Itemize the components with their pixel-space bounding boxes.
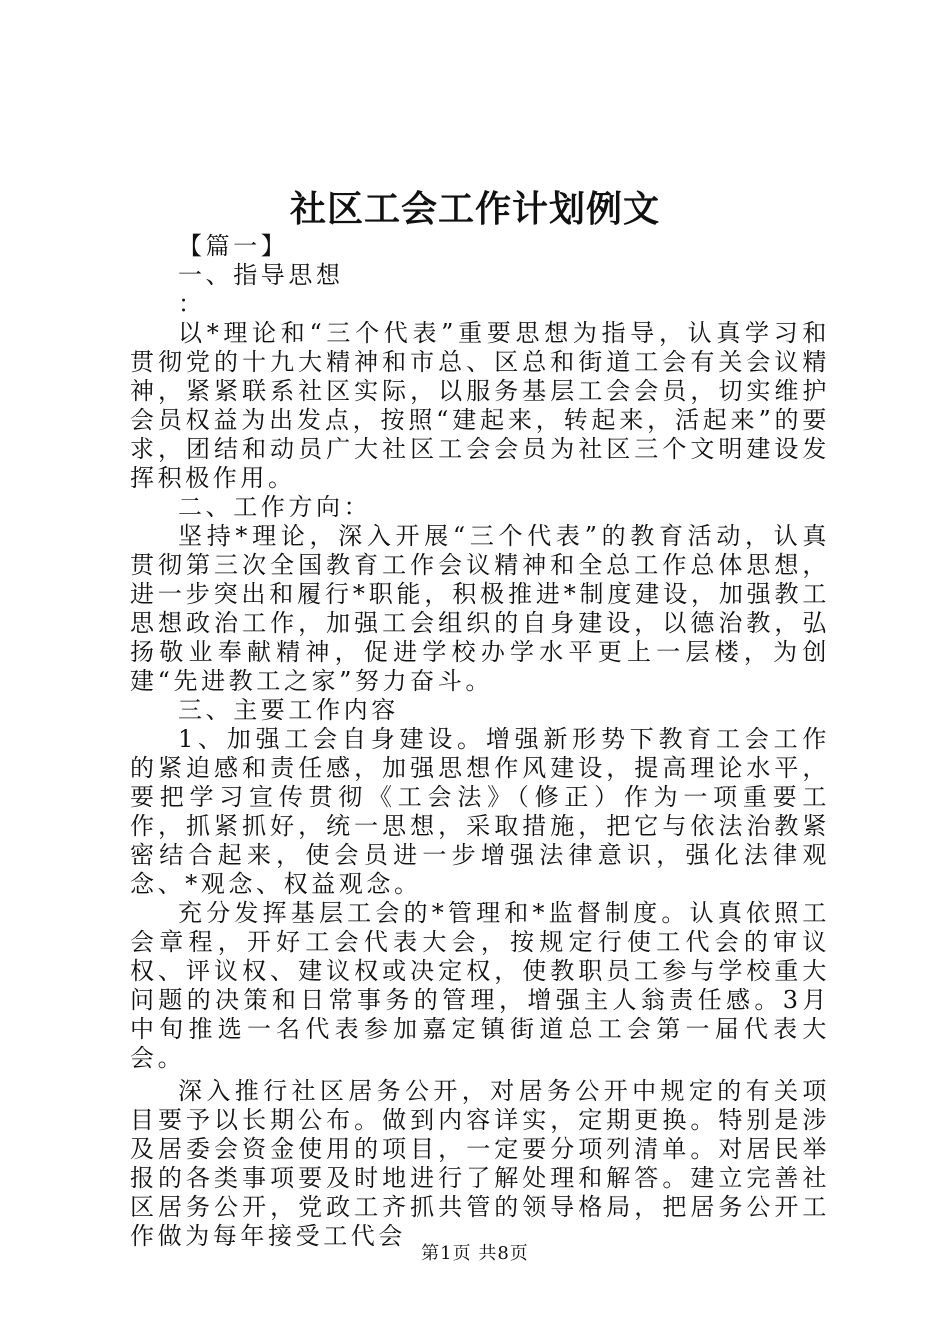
document-title: 社区工会工作计划例文 [289, 188, 660, 230]
document-body [130, 232, 830, 1251]
heading-work-direction: 二、工作方向： [178, 493, 372, 521]
paragraph-affairs-disclosure: 深入推行社区居务公开，对居务公开中规定的有关项目要予以长期公布。做到内容详实，定期更换。特别是涉及居委会资金使用的项目，一定要分项列清单。对居民举报的各类事项要及时地进行了解处理和解答。建立完善社区居务公开，党政工齐抓共管的领导格局，把居务公开工作做为每年接受工代会 [130, 1077, 830, 1250]
page-indicator: 第1页 共8页 [421, 1243, 529, 1264]
paragraph-guiding-ideology: 以*理论和“三个代表”重要思想为指导，认真学习和贯彻党的十九大精神和市总、区总和街道工会有关会议精神，紧紧联系社区实际，以服务基层工会会员，切实维护会员权益为出发点，按照“建起来，转起来，活起来”的要求，团结和动员广大社区工会会员为社区三个文明建设发挥积极作用。 [130, 319, 830, 492]
heading-guiding-ideology: 一、指导思想 [178, 261, 344, 289]
heading-main-content: 三、主要工作内容 [178, 696, 399, 724]
paragraph-work-direction: 坚持*理论，深入开展“三个代表”的教育活动，认真贯彻第三次全国教育工作会议精神和全总工作总体思想，进一步突出和履行*职能，积极推进*制度建设，加强教工思想政治工作，加强工会组织的自身建设，以德治教，弘扬敬业奉献精神，促进学校办学水平更上一层楼，为创建“先进教工之家”努力奋斗。 [130, 522, 830, 695]
paragraph-democratic-management: 充分发挥基层工会的*管理和*监督制度。认真依照工会章程，开好工会代表大会，按规定行使工代会的审议权、评议权、建议权或决定权，使教职员工参与学校重大问题的决策和日常事务的管理，增强主人翁责任感。3月中旬推选一名代表参加嘉定镇街道总工会第一届代表大会。 [130, 899, 830, 1072]
section-marker: 【篇一】 [178, 232, 289, 260]
colon-line: ： [178, 290, 206, 318]
paragraph-self-building: 1、加强工会自身建设。增强新形势下教育工会工作的紧迫感和责任感，加强思想作风建设，提高理论水平，要把学习宣传贯彻《工会法》（修正）作为一项重要工作，抓紧抓好，统一思想，采取措施，把它与依法治教紧密结合起来，使会员进一步增强法律意识，强化法律观念、*观念、权益观念。 [130, 725, 830, 898]
